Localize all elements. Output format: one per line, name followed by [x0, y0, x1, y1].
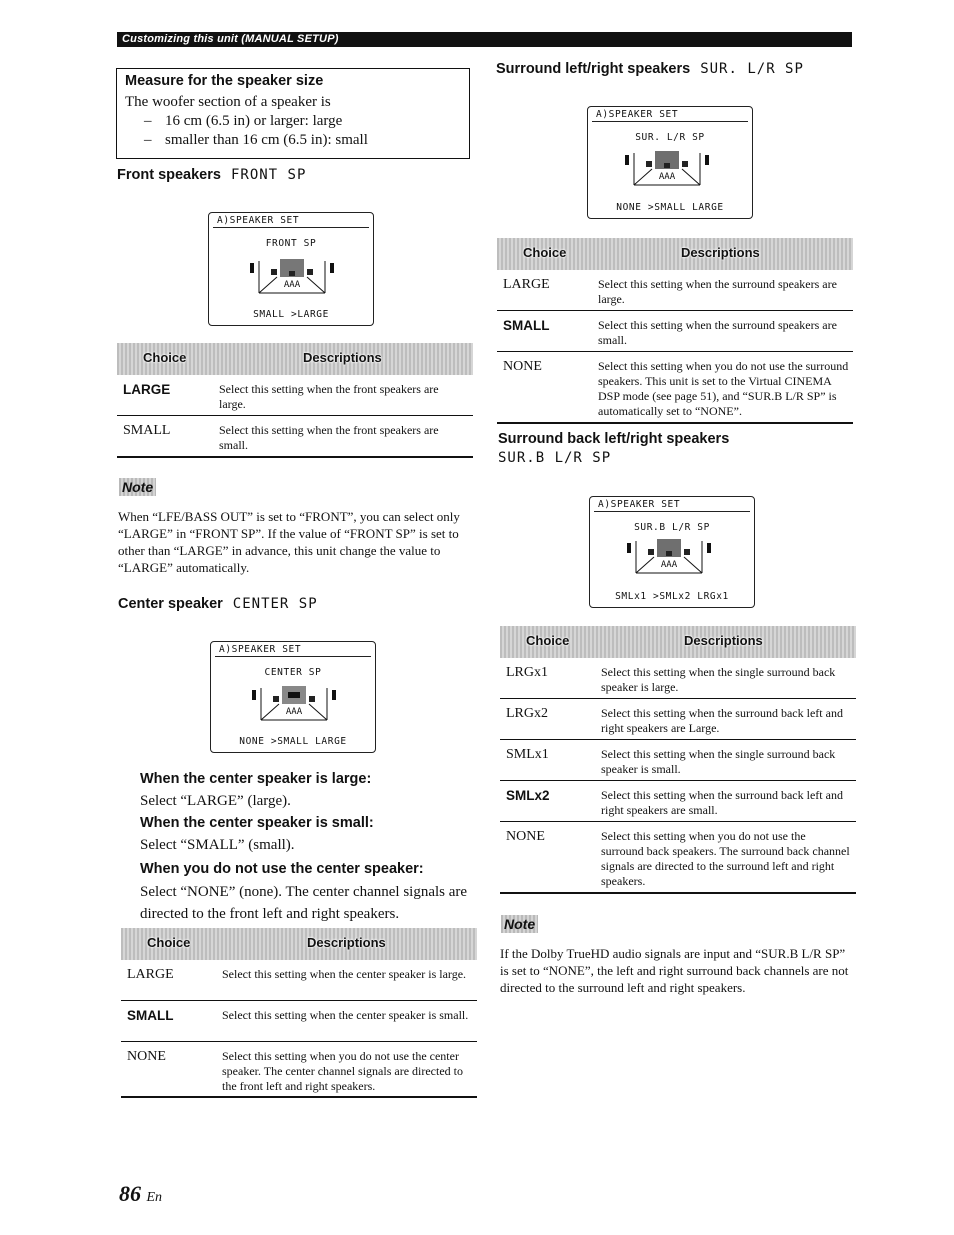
front-heading: Front speakers FRONT SP — [117, 167, 307, 183]
lcd-options: SMLx1 >SMLx2 LRGx1 — [615, 591, 729, 602]
svg-text:ΑΑΑ: ΑΑΑ — [660, 560, 678, 570]
center-none-body: Select “NONE” (none). The center channel signals are directed to the front left and right speakers. — [140, 884, 468, 922]
table-header — [121, 928, 477, 960]
choice-cell: NONE — [506, 829, 545, 844]
lcd-header: A)SPEAKER SET — [592, 109, 748, 122]
svg-text:ΑΑΑ: ΑΑΑ — [283, 280, 301, 290]
choice-cell: SMALL — [127, 1008, 174, 1023]
choice-cell: NONE — [503, 359, 542, 374]
surround-back-heading: Surround back left/right speakers — [498, 431, 730, 447]
measure-item: 16 cm (6.5 in) or larger: large — [165, 113, 343, 129]
center-heading: Center speaker CENTER SP — [118, 596, 318, 612]
col-choice: Choice — [143, 350, 187, 365]
surround-back-note-text: If the Dolby TrueHD audio signals are input and “SUR.B L/R SP” is set to “NONE”, the left and right surround back channels are not directed to the surround left and right speakers. — [500, 946, 849, 995]
description-cell: Select this setting when the single surround back speaker is small. — [601, 747, 836, 776]
page-number: 86 En — [119, 1181, 163, 1206]
center-lcd-label: CENTER SP — [232, 596, 318, 612]
description-cell: Select this setting when the single surround back speaker is large. — [601, 665, 836, 694]
col-choice: Choice — [147, 935, 191, 950]
measure-item: smaller than 16 cm (6.5 in): small — [165, 132, 368, 148]
center-small-body: Select “SMALL” (small). — [140, 837, 295, 853]
surround-lcd-display — [587, 106, 753, 219]
description-cell: Select this setting when the front speakers are large. — [219, 382, 439, 411]
page-language: En — [146, 1190, 163, 1205]
front-lcd-label: FRONT SP — [230, 167, 307, 183]
speaker-layout-icon — [624, 535, 714, 581]
surround-back-lcd-display — [589, 496, 755, 608]
description-cell: Select this setting when the surround back left and right speakers are Large. — [601, 706, 843, 735]
choice-cell: SMLx2 — [506, 788, 550, 803]
front-choice-table — [117, 343, 473, 459]
choice-cell: LRGx2 — [506, 706, 548, 721]
speaker-layout-icon — [622, 147, 712, 193]
surround-back-lcd-label: SUR.B L/R SP — [498, 450, 612, 466]
description-cell: Select this setting when the front speakers are small. — [219, 423, 439, 452]
table-row — [117, 375, 473, 416]
description-cell: Select this setting when the surround back left and right speakers are small. — [601, 788, 843, 817]
choice-cell: NONE — [127, 1049, 166, 1064]
table-header — [117, 343, 473, 375]
speaker-layout-icon — [247, 255, 337, 301]
surround-back-note-badge: Note — [501, 916, 538, 934]
table-row — [117, 416, 473, 458]
table-row — [500, 740, 856, 781]
surround-back-choice-table — [500, 626, 856, 896]
choice-cell: LARGE — [123, 382, 171, 397]
table-row — [500, 658, 856, 699]
description-cell: Select this setting when the center speaker is large. — [222, 967, 467, 981]
description-cell: Select this setting when the surround speakers are small. — [598, 318, 837, 347]
surround-heading: Surround left/right speakers SUR. L/R SP — [496, 61, 804, 77]
section-header-text: Customizing this unit (MANUAL SETUP) — [122, 33, 339, 45]
col-choice: Choice — [523, 245, 567, 260]
surround-lcd-label: SUR. L/R SP — [700, 61, 804, 77]
svg-text:ΑΑΑ: ΑΑΑ — [285, 707, 303, 717]
lcd-setting-name: CENTER SP — [264, 667, 322, 678]
center-choice-table — [121, 928, 477, 1100]
description-cell: Select this setting when the center speaker is small. — [222, 1008, 469, 1022]
description-cell: Select this setting when you do not use the surround back speakers. The surround back channel signals are directed to the surround left and right speakers. — [601, 829, 850, 888]
choice-cell: SMLx1 — [506, 747, 549, 762]
speaker-layout-icon — [249, 682, 339, 728]
description-cell: Select this setting when the surround speakers are large. — [598, 277, 837, 306]
lcd-setting-name: SUR.B L/R SP — [634, 522, 710, 533]
center-none-heading: When you do not use the center speaker: — [140, 861, 424, 877]
col-descriptions: Descriptions — [303, 350, 382, 365]
svg-text:ΑΑΑ: ΑΑΑ — [658, 172, 676, 182]
col-descriptions: Descriptions — [307, 935, 386, 950]
table-row — [500, 781, 856, 822]
choice-cell: LARGE — [503, 277, 550, 292]
table-row — [497, 311, 853, 352]
center-lcd-display — [210, 641, 376, 753]
measure-dash: – — [144, 113, 152, 129]
center-large-heading: When the center speaker is large: — [140, 771, 372, 787]
choice-cell: SMALL — [123, 423, 171, 438]
table-row — [121, 1042, 477, 1098]
choice-cell: LRGx1 — [506, 665, 548, 680]
lcd-header: A)SPEAKER SET — [215, 644, 371, 657]
lcd-header: A)SPEAKER SET — [594, 499, 750, 512]
measure-dash: – — [144, 132, 152, 148]
lcd-options: NONE >SMALL LARGE — [239, 736, 347, 747]
center-large-body: Select “LARGE” (large). — [140, 793, 291, 809]
table-row — [121, 960, 477, 1001]
center-small-heading: When the center speaker is small: — [140, 815, 374, 831]
table-row — [497, 352, 853, 424]
col-descriptions: Descriptions — [684, 633, 763, 648]
col-descriptions: Descriptions — [681, 245, 760, 260]
table-row — [121, 1001, 477, 1042]
choice-cell: LARGE — [127, 967, 174, 982]
lcd-setting-name: SUR. L/R SP — [635, 132, 705, 143]
table-header — [500, 626, 856, 658]
choice-cell: SMALL — [503, 318, 550, 333]
table-row — [500, 822, 856, 894]
front-lcd-display — [208, 212, 374, 326]
front-note-text: When “LFE/BASS OUT” is set to “FRONT”, you can select only “LARGE” in “FRONT SP”. If the value of “FRONT SP” is set to other than “LARGE” in advance, this unit change the value to “LARGE” automatically. — [118, 509, 460, 575]
front-note-badge: Note — [119, 479, 156, 497]
measure-title: Measure for the speaker size — [125, 73, 324, 89]
lcd-header: A)SPEAKER SET — [213, 215, 369, 228]
measure-intro: The woofer section of a speaker is — [125, 94, 331, 110]
col-choice: Choice — [526, 633, 570, 648]
table-header — [497, 238, 853, 270]
lcd-setting-name: FRONT SP — [265, 238, 317, 249]
description-cell: Select this setting when you do not use the surround speakers. This unit is set to the Virtual CINEMA DSP mode (see page 51), and “SUR.B L/R SP” is automatically set to “NONE”. — [598, 359, 849, 418]
table-row — [497, 270, 853, 311]
description-cell: Select this setting when you do not use the center speaker. The center channel signals are directed to the front left and right speakers. — [222, 1049, 464, 1093]
lcd-options: NONE >SMALL LARGE — [616, 202, 724, 213]
surround-choice-table — [497, 238, 853, 426]
table-row — [500, 699, 856, 740]
lcd-options: SMALL >LARGE — [253, 309, 329, 320]
